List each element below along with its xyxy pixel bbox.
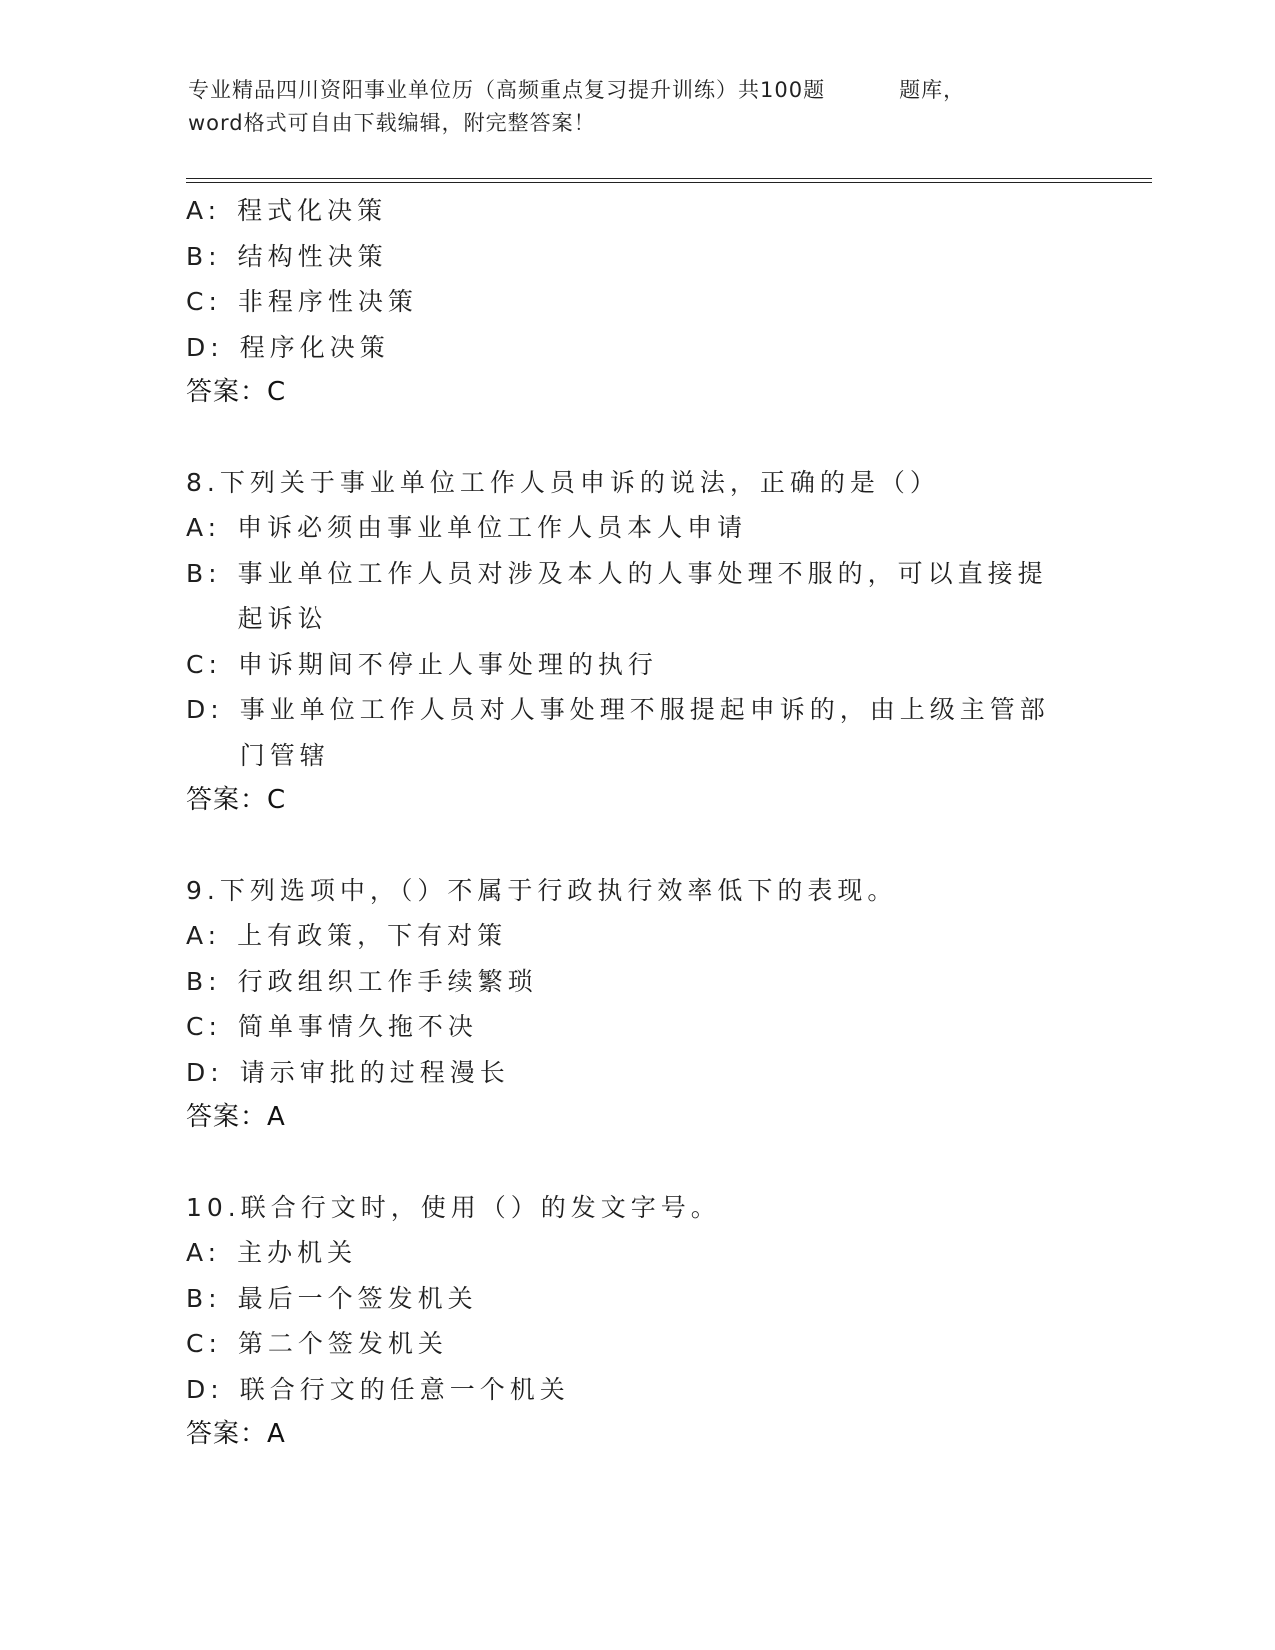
option-c [186,1321,1076,1367]
option-a [186,505,1076,551]
option-letter: C: [186,649,222,679]
answer-label: 答案： [186,1102,268,1132]
option-a [186,1230,1076,1276]
answer-label: 答案： [186,377,268,407]
option-d [186,1050,1076,1096]
question-title: 9.下列选项中，（）不属于行政执行效率低下的表现。 [186,875,898,905]
option-letter: A: [186,921,222,950]
option-c [186,642,1076,688]
header-divider-bottom [186,182,1152,183]
option-text: 申诉期间不停止人事处理的执行 [237,649,658,679]
option-letter: D: [186,332,224,362]
option-text: 非程序性决策 [237,287,418,316]
option-text: 简单事情久拖不决 [237,1012,478,1041]
option-letter: B: [186,558,222,588]
answer-value: A [267,1102,286,1132]
option-c [186,1004,1076,1050]
option-letter: A: [186,513,222,542]
option-text: 结构性决策 [237,241,388,271]
question-title: 8.下列关于事业单位工作人员申诉的说法，正确的是（） [186,467,940,497]
option-a [186,913,1076,959]
option-d [186,1367,1076,1413]
question-block-10 [186,1185,1076,1458]
option-b [186,959,1076,1005]
option-letter: A: [186,1238,222,1267]
option-b [186,234,1076,280]
option-text: 请示审批的过程漫长 [239,1057,510,1087]
option-letter: A: [186,196,222,225]
answer-label: 答案： [186,785,268,815]
option-text: 联合行文的任意一个机关 [239,1374,570,1404]
question-title: 10.联合行文时，使用（）的发文字号。 [186,1192,721,1222]
header-title-tail: 题库， [899,78,966,102]
option-d [186,325,1076,371]
option-letter: C: [186,1012,222,1041]
answer-line [186,1095,1076,1141]
option-c [186,279,1076,325]
question-block-continued [186,188,1076,416]
option-d [186,687,1076,778]
option-letter: D: [186,1057,224,1087]
header-line-1 [188,74,1108,107]
question-content [186,188,1076,1458]
option-letter: B: [186,241,222,271]
answer-value: C [267,785,287,815]
option-letter: C: [186,1329,222,1358]
option-text: 程式化决策 [237,196,388,225]
header-divider-top [186,178,1152,179]
question-block-8 [186,460,1076,824]
header-title: 专业精品四川资阳事业单位历（高频重点复习提升训练）共100题 [188,78,826,102]
option-letter: B: [186,1283,222,1313]
option-text: 上有政策，下有对策 [237,921,508,950]
option-b [186,551,1076,642]
answer-line [186,778,1076,824]
option-text: 事业单位工作人员对人事处理不服提起申诉的，由上级主管部门管辖 [239,695,1050,770]
answer-value: C [267,377,287,407]
header-line-2: word格式可自由下载编辑，附完整答案！ [188,111,596,135]
option-text: 程序化决策 [239,332,390,362]
option-letter: D: [186,1374,224,1404]
option-text: 事业单位工作人员对涉及本人的人事处理不服的，可以直接提起诉讼 [237,558,1048,633]
option-text: 行政组织工作手续繁琐 [237,966,538,996]
answer-value: A [267,1419,286,1449]
answer-line [186,1412,1076,1458]
option-letter: C: [186,287,222,316]
option-text: 最后一个签发机关 [237,1283,478,1313]
option-text: 第二个签发机关 [237,1329,448,1358]
option-a [186,188,1076,234]
option-b [186,1276,1076,1322]
option-text: 主办机关 [237,1238,358,1267]
option-text: 申诉必须由事业单位工作人员本人申请 [237,513,748,542]
answer-label: 答案： [186,1419,268,1449]
option-letter: D: [186,695,224,724]
question-block-9 [186,868,1076,1141]
answer-line [186,370,1076,416]
option-letter: B: [186,966,222,996]
document-header [188,74,1108,140]
